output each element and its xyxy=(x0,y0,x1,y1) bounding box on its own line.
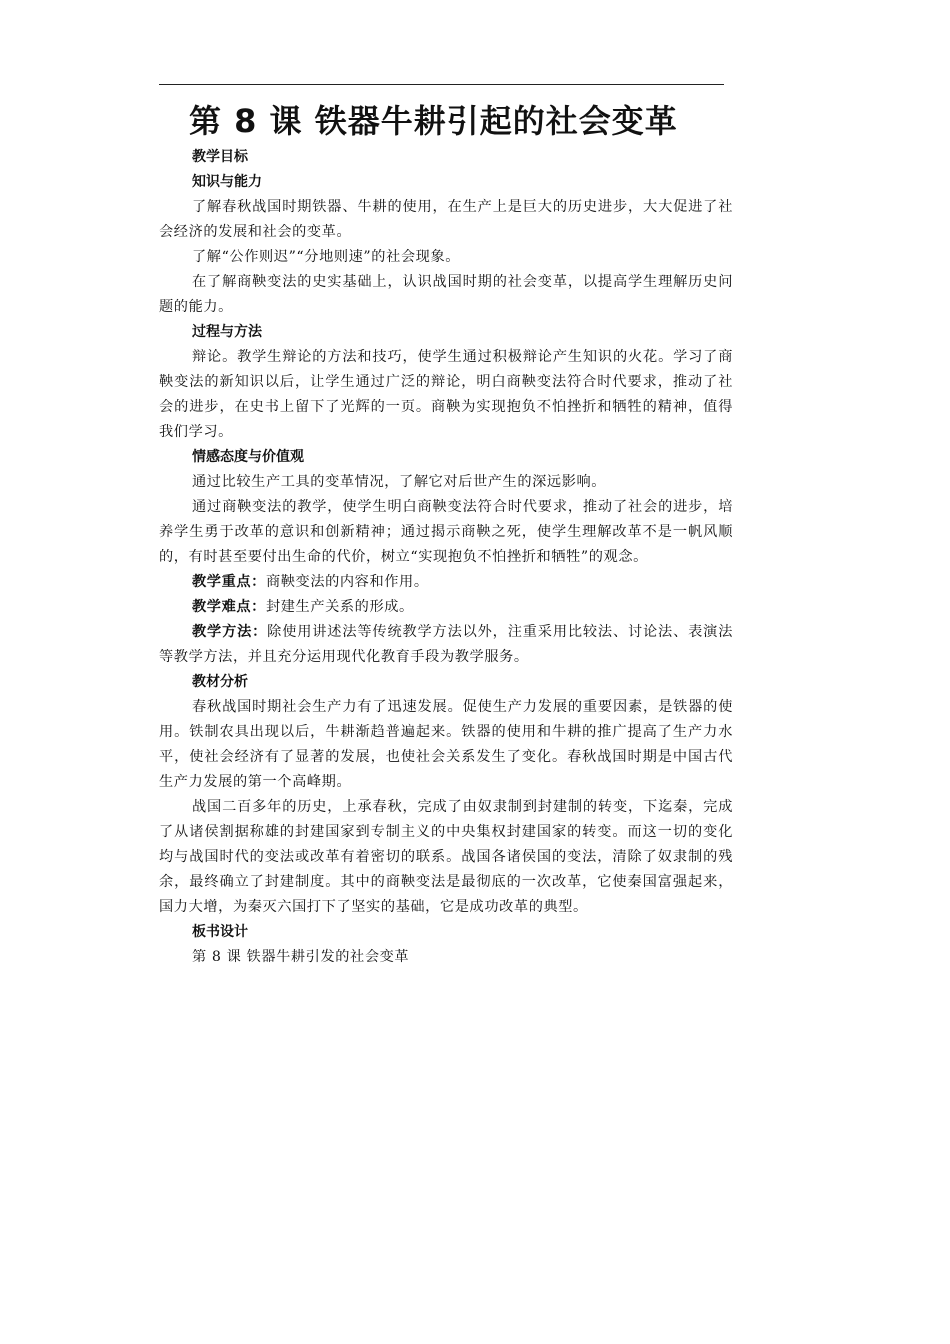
heading-material-analysis: 教材分析 xyxy=(192,674,248,690)
document-page xyxy=(159,84,733,970)
paragraph-analysis-1: 春秋战国时期社会生产力有了迅速发展。促使生产力发展的重要因素，是铁器的使用。铁制农具出现以后，牛耕渐趋普遍起来。铁器的使用和牛耕的推广提高了生产力水平，使社会经济有了显著的发展，也使社会关系发生了变化。春秋战国时期是中国古代生产力发展的第一个高峰期。 xyxy=(159,699,733,790)
heading-teaching-goals: 教学目标 xyxy=(192,149,248,165)
teaching-key-point xyxy=(159,570,733,595)
paragraph-emotion-2: 通过商鞅变法的教学，使学生明白商鞅变法符合时代要求，推动了社会的进步，培养学生勇于改革的意识和创新精神；通过揭示商鞅之死，使学生理解改革不是一帆风顺的，有时甚至要付出生命的代价，树立“实现抱负不怕挫折和牺牲”的观念。 xyxy=(159,499,733,565)
key-point-label: 教学重点： xyxy=(192,574,266,590)
paragraph-process-1: 辩论。教学生辩论的方法和技巧，使学生通过积极辩论产生知识的火花。学习了商鞅变法的新知识以后，让学生通过广泛的辩论，明白商鞅变法符合时代要求，推动了社会的进步，在史书上留下了光辉的一页。商鞅为实现抱负不怕挫折和牺牲的精神，值得我们学习。 xyxy=(159,349,733,440)
teaching-method xyxy=(159,620,733,670)
teaching-difficulty xyxy=(159,595,733,620)
paragraph-analysis-2: 战国二百多年的历史，上承春秋，完成了由奴隶制到封建制的转变，下迄秦，完成了从诸侯割据称雄的封建国家到专制主义的中央集权封建国家的转变。而这一切的变化均与战国时代的变法或改革有着密切的联系。战国各诸侯国的变法，清除了奴隶制的残余，最终确立了封建制度。其中的商鞅变法是最彻底的一次改革，它使秦国富强起来，国力大增，为秦灭六国打下了坚实的基础，它是成功改革的典型。 xyxy=(159,799,733,915)
key-point-value: 商鞅变法的内容和作用。 xyxy=(265,574,429,590)
paragraph-knowledge-1: 了解春秋战国时期铁器、牛耕的使用，在生产上是巨大的历史进步，大大促进了社会经济的发展和社会的变革。 xyxy=(159,199,733,240)
header-rule xyxy=(159,84,724,85)
heading-emotion-values: 情感态度与价值观 xyxy=(192,449,304,465)
method-label: 教学方法： xyxy=(192,624,268,640)
difficulty-label: 教学难点： xyxy=(192,599,266,615)
method-value: 除使用讲述法等传统教学方法以外，注重采用比较法、讨论法、表演法等教学方法，并且充分运用现代化教育手段为教学服务。 xyxy=(159,624,733,665)
page-title: 第 8 课 铁器牛耕引起的社会变革 xyxy=(189,102,678,140)
paragraph-board-1: 第 8 课 铁器牛耕引发的社会变革 xyxy=(192,949,410,965)
paragraph-knowledge-3: 在了解商鞅变法的史实基础上，认识战国时期的社会变革，以提高学生理解历史问题的能力。 xyxy=(159,274,733,315)
paragraph-emotion-1: 通过比较生产工具的变革情况，了解它对后世产生的深远影响。 xyxy=(192,474,607,490)
heading-board-design: 板书设计 xyxy=(192,924,248,940)
paragraph-knowledge-2: 了解“公作则迟”“分地则速”的社会现象。 xyxy=(192,249,461,265)
heading-knowledge-ability: 知识与能力 xyxy=(192,174,262,190)
heading-process-method: 过程与方法 xyxy=(192,324,262,340)
difficulty-value: 封建生产关系的形成。 xyxy=(265,599,414,615)
